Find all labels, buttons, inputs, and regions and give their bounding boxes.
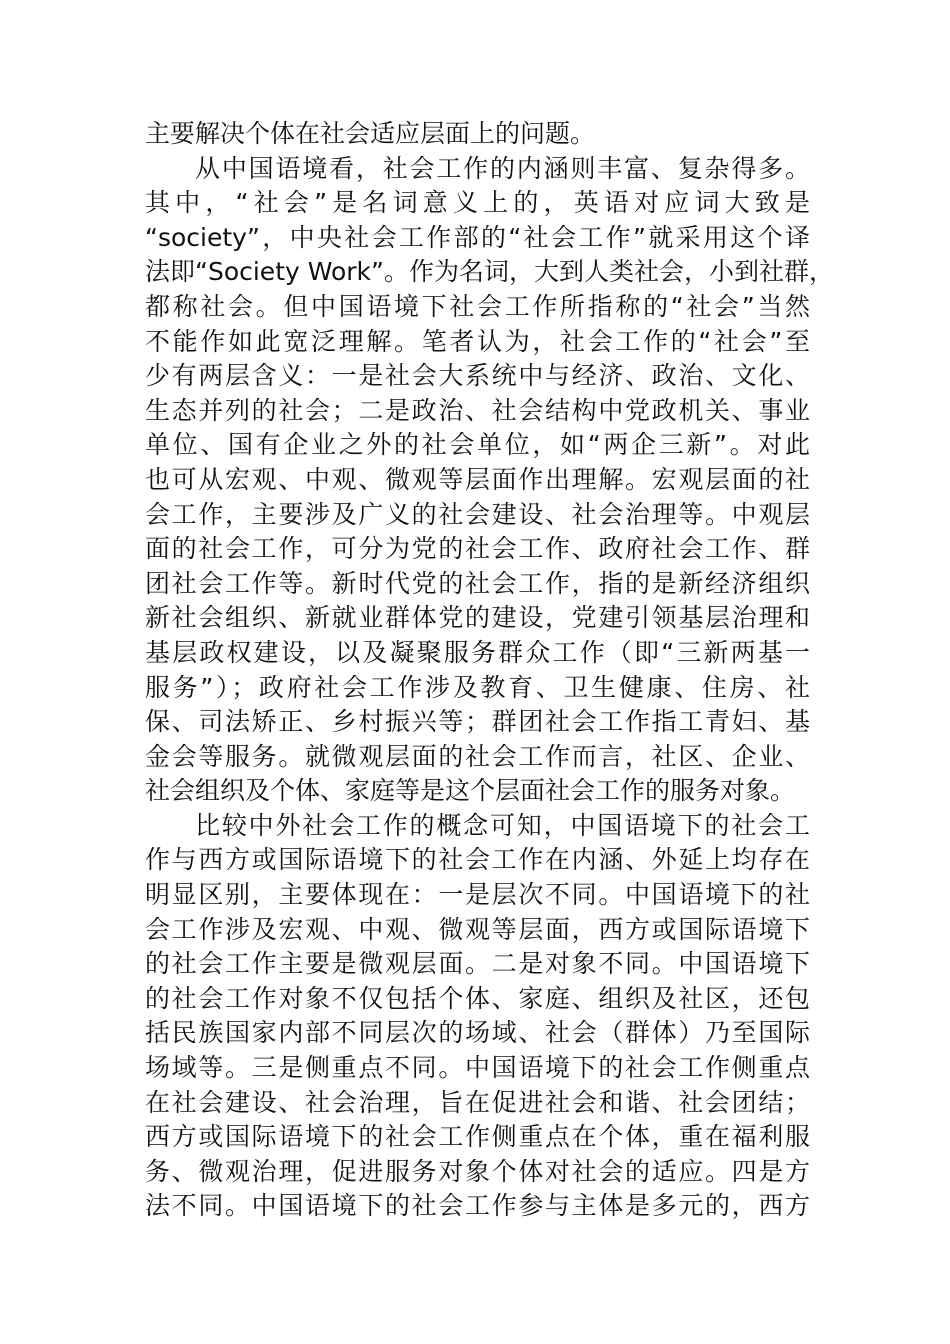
text-line: 面的社会工作，可分为党的社会工作、政府社会工作、群 [145, 534, 810, 564]
text-line: 场域等。三是侧重点不同。中国语境下的社会工作侧重点 [145, 1053, 810, 1083]
text-line: 主要解决个体在社会适应层面上的问题。 [145, 119, 596, 148]
text-line: 保、司法矫正、乡村振兴等；群团社会工作指工青妇、基 [145, 707, 810, 737]
text-line: 生态并列的社会；二是政治、社会结构中党政机关、事业 [145, 395, 810, 425]
text-line: 会工作，主要涉及广义的社会建设、社会治理等。中观层 [145, 499, 810, 529]
text-line: 服务”）；政府社会工作涉及教育、卫生健康、住房、社 [145, 672, 810, 702]
body-text [145, 117, 834, 1224]
text-line: 社会组织及个体、家庭等是这个层面社会工作的服务对象。 [145, 776, 796, 806]
text-line: 基层政权建设，以及凝聚服务群众工作（即“三新两基一 [145, 637, 810, 667]
text-line: 团社会工作等。新时代党的社会工作，指的是新经济组织 [145, 568, 810, 598]
text-line: 其中，“社会”是名词意义上的，英语对应词大致是 [145, 188, 810, 218]
text-line: 会工作涉及宏观、中观、微观等层面，西方或国际语境下 [145, 914, 810, 944]
text-line: 法即“Society Work”。作为名词，大到人类社会，小到社群， [145, 257, 834, 287]
text-line: 新社会组织、新就业群体党的建设，党建引领基层治理和 [145, 603, 810, 633]
text-line: 明显区别，主要体现在：一是层次不同。中国语境下的社 [145, 880, 810, 910]
text-line: 括民族国家内部不同层次的场域、社会（群体）乃至国际 [145, 1018, 810, 1048]
paragraph-1 [145, 117, 810, 152]
text-line: 从中国语境看，社会工作的内涵则丰富、复杂得多。 [195, 153, 810, 183]
text-line: “society”，中央社会工作部的“社会工作”就采用这个译 [145, 222, 810, 252]
text-line: 单位、国有企业之外的社会单位，如“两企三新”。对此 [145, 430, 810, 460]
text-line: 比较中外社会工作的概念可知，中国语境下的社会工 [195, 810, 810, 840]
paragraph-3 [145, 809, 810, 1224]
paragraph-2 [145, 152, 834, 809]
text-line: 在社会建设、社会治理，旨在促进社会和谐、社会团结； [145, 1087, 810, 1117]
text-line: 金会等服务。就微观层面的社会工作而言，社区、企业、 [145, 741, 810, 771]
text-line: 不能作如此宽泛理解。笔者认为，社会工作的“社会”至 [145, 326, 810, 356]
text-line: 法不同。中国语境下的社会工作参与主体是多元的，西方 [145, 1191, 810, 1221]
text-line: 作与西方或国际语境下的社会工作在内涵、外延上均存在 [145, 845, 810, 875]
text-line: 的社会工作主要是微观层面。二是对象不同。中国语境下 [145, 949, 810, 979]
text-line: 少有两层含义：一是社会大系统中与经济、政治、文化、 [145, 361, 810, 391]
text-line: 都称社会。但中国语境下社会工作所指称的“社会”当然 [145, 291, 810, 321]
text-line: 也可从宏观、中观、微观等层面作出理解。宏观层面的社 [145, 464, 810, 494]
text-line: 西方或国际语境下的社会工作侧重点在个体，重在福利服 [145, 1122, 810, 1152]
text-line: 的社会工作对象不仅包括个体、家庭、组织及社区，还包 [145, 983, 810, 1013]
text-line: 务、微观治理，促进服务对象个体对社会的适应。四是方 [145, 1156, 810, 1186]
